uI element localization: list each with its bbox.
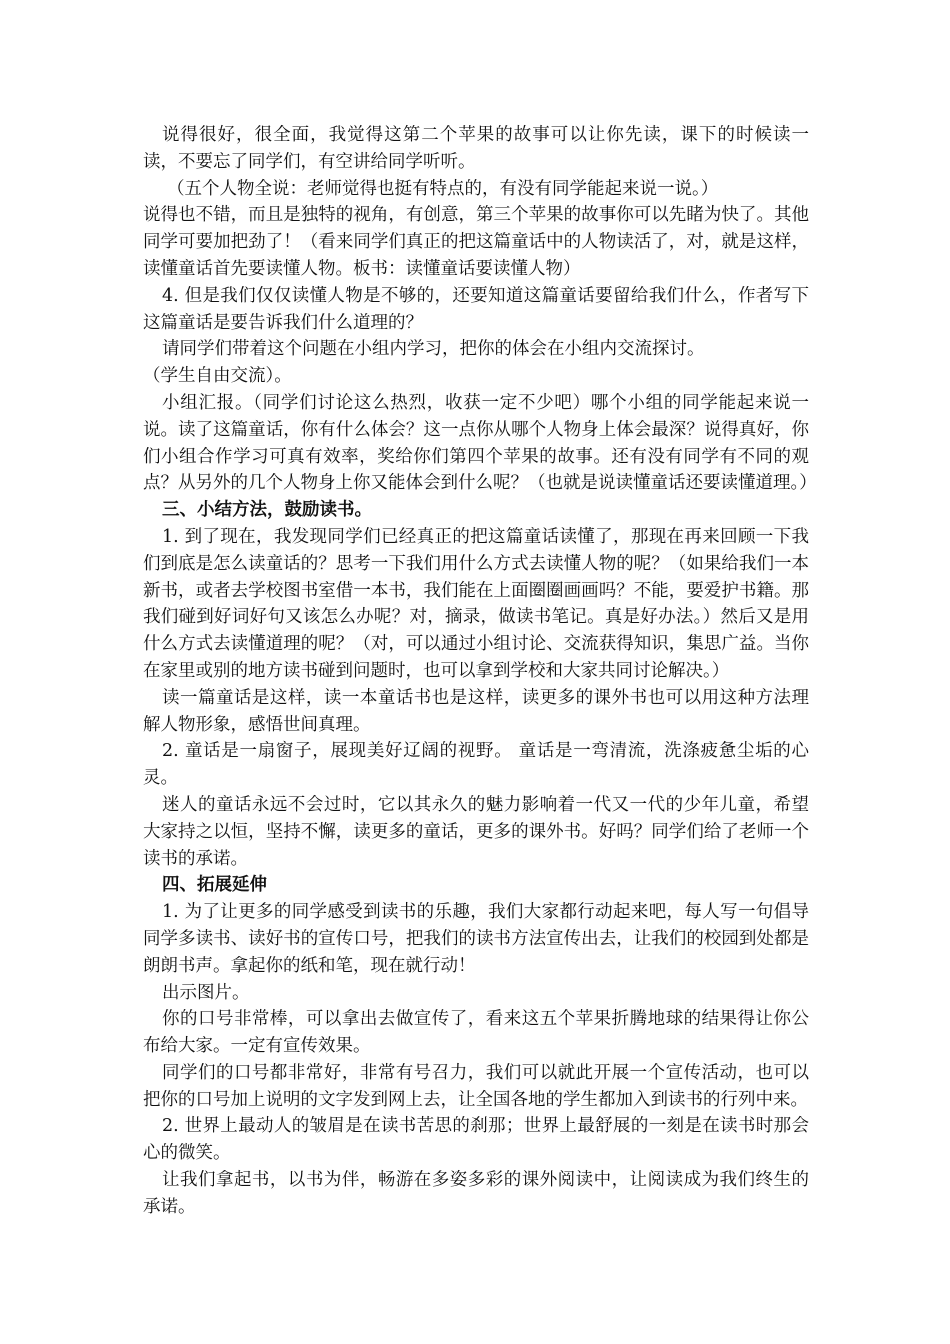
paragraph: 1. 到了现在，我发现同学们已经真正的把这篇童话读懂了，那现在再来回顾一下我们到底是怎么读童话的？思考一下我们用什么方式去读懂人物的呢？（如果给我们一本新书，或者去学校图书室借一本书，我们能在上面圈圈画画吗？不能，要爱护书籍。那我们碰到好词好句又该怎么办呢？对，摘录，做读书笔记。真是好办法。）然后又是用什么方式去读懂道理的呢？（对，可以通过小组讨论、交流获得知识，集思广益。当你在家里或别的地方读书碰到问题时，也可以拿到学校和大家共同讨论解决。） (143, 526, 809, 681)
paragraph: 小组汇报。（同学们讨论这么热烈，收获一定不少吧）哪个小组的同学能起来说一说。读了这篇童话，你有什么体会？这一点你从哪个人物身上体会最深？说得真好，你们小组合作学习可真有效率，奖给你们第四个苹果的故事。还有没有同学有不同的观点？从另外的几个人物身上你又能体会到什么呢？（也就是说读懂童话还要读懂道理。） (143, 392, 817, 494)
paragraph: 出示图片。 (162, 982, 250, 1003)
paragraph: 4. 但是我们仅仅读懂人物是不够的，还要知道这篇童话要留给我们什么，作者写下这篇童话是要告诉我们什么道理的？ (143, 285, 809, 333)
paragraph: 迷人的童话永远不会过时，它以其永久的魅力影响着一代又一代的少年儿童，希望大家持之以恒，坚持不懈，读更多的童话，更多的课外书。好吗？同学们给了老师一个读书的承诺。 (143, 794, 809, 869)
paragraph: 说得也不错，而且是独特的视角，有创意，第三个苹果的故事你可以先睹为快了。其他同学可要加把劲了！（看来同学们真正的把这篇童话中的人物读活了，对，就是这样，读懂童话首先要读懂人物。板书：读懂童话要读懂人物） (143, 205, 809, 279)
paragraph: 你的口号非常棒，可以拿出去做宣传了，看来这五个苹果折腾地球的结果得让你公布给大家。一定有宣传效果。 (143, 1009, 809, 1057)
paragraph: 2. 童话是一扇窗子，展现美好辽阔的视野。 童话是一弯清流，洗涤疲惫尘垢的心灵。 (143, 741, 809, 789)
paragraph: 说得很好，很全面，我觉得这第二个苹果的故事可以让你先读，课下的时候读一读，不要忘了同学们，有空讲给同学听听。 (143, 125, 809, 172)
paragraph: 请同学们带着这个问题在小组内学习，把你的体会在小组内交流探讨。 (162, 339, 705, 360)
paragraph: 2. 世界上最动人的皱眉是在读书苦思的刹那；世界上最舒展的一刻是在读书时那会心的微笑。 (143, 1116, 809, 1164)
paragraph: 同学们的口号都非常好，非常有号召力，我们可以就此开展一个宣传活动，也可以把你的口号加上说明的文字发到网上去，让全国各地的学生都加入到读书的行列中来。 (143, 1062, 809, 1110)
section-heading: 四、拓展延伸 (162, 875, 267, 896)
paragraph: 读一篇童话是这样，读一本童话书也是这样，读更多的课外书也可以用这种方法理解人物形象，感悟世间真理。 (143, 687, 809, 735)
document-page (143, 122, 817, 1221)
section-heading: 三、小结方法，鼓励读书。 (162, 500, 372, 521)
paragraph: 让我们拿起书，以书为伴，畅游在多姿多彩的课外阅读中，让阅读成为我们终生的承诺。 (143, 1170, 809, 1217)
paragraph: （五个人物全说：老师觉得也挺有特点的，有没有同学能起来说一说。） (167, 178, 719, 199)
paragraph: 1. 为了让更多的同学感受到读书的乐趣，我们大家都行动起来吧，每人写一句倡导同学多读书、读好书的宣传口号，把我们的读书方法宣传出去，让我们的校园到处都是朗朗书声。拿起你的纸和笔，现在就行动！ (143, 902, 809, 976)
paragraph: （学生自由交流）。 (143, 366, 292, 387)
